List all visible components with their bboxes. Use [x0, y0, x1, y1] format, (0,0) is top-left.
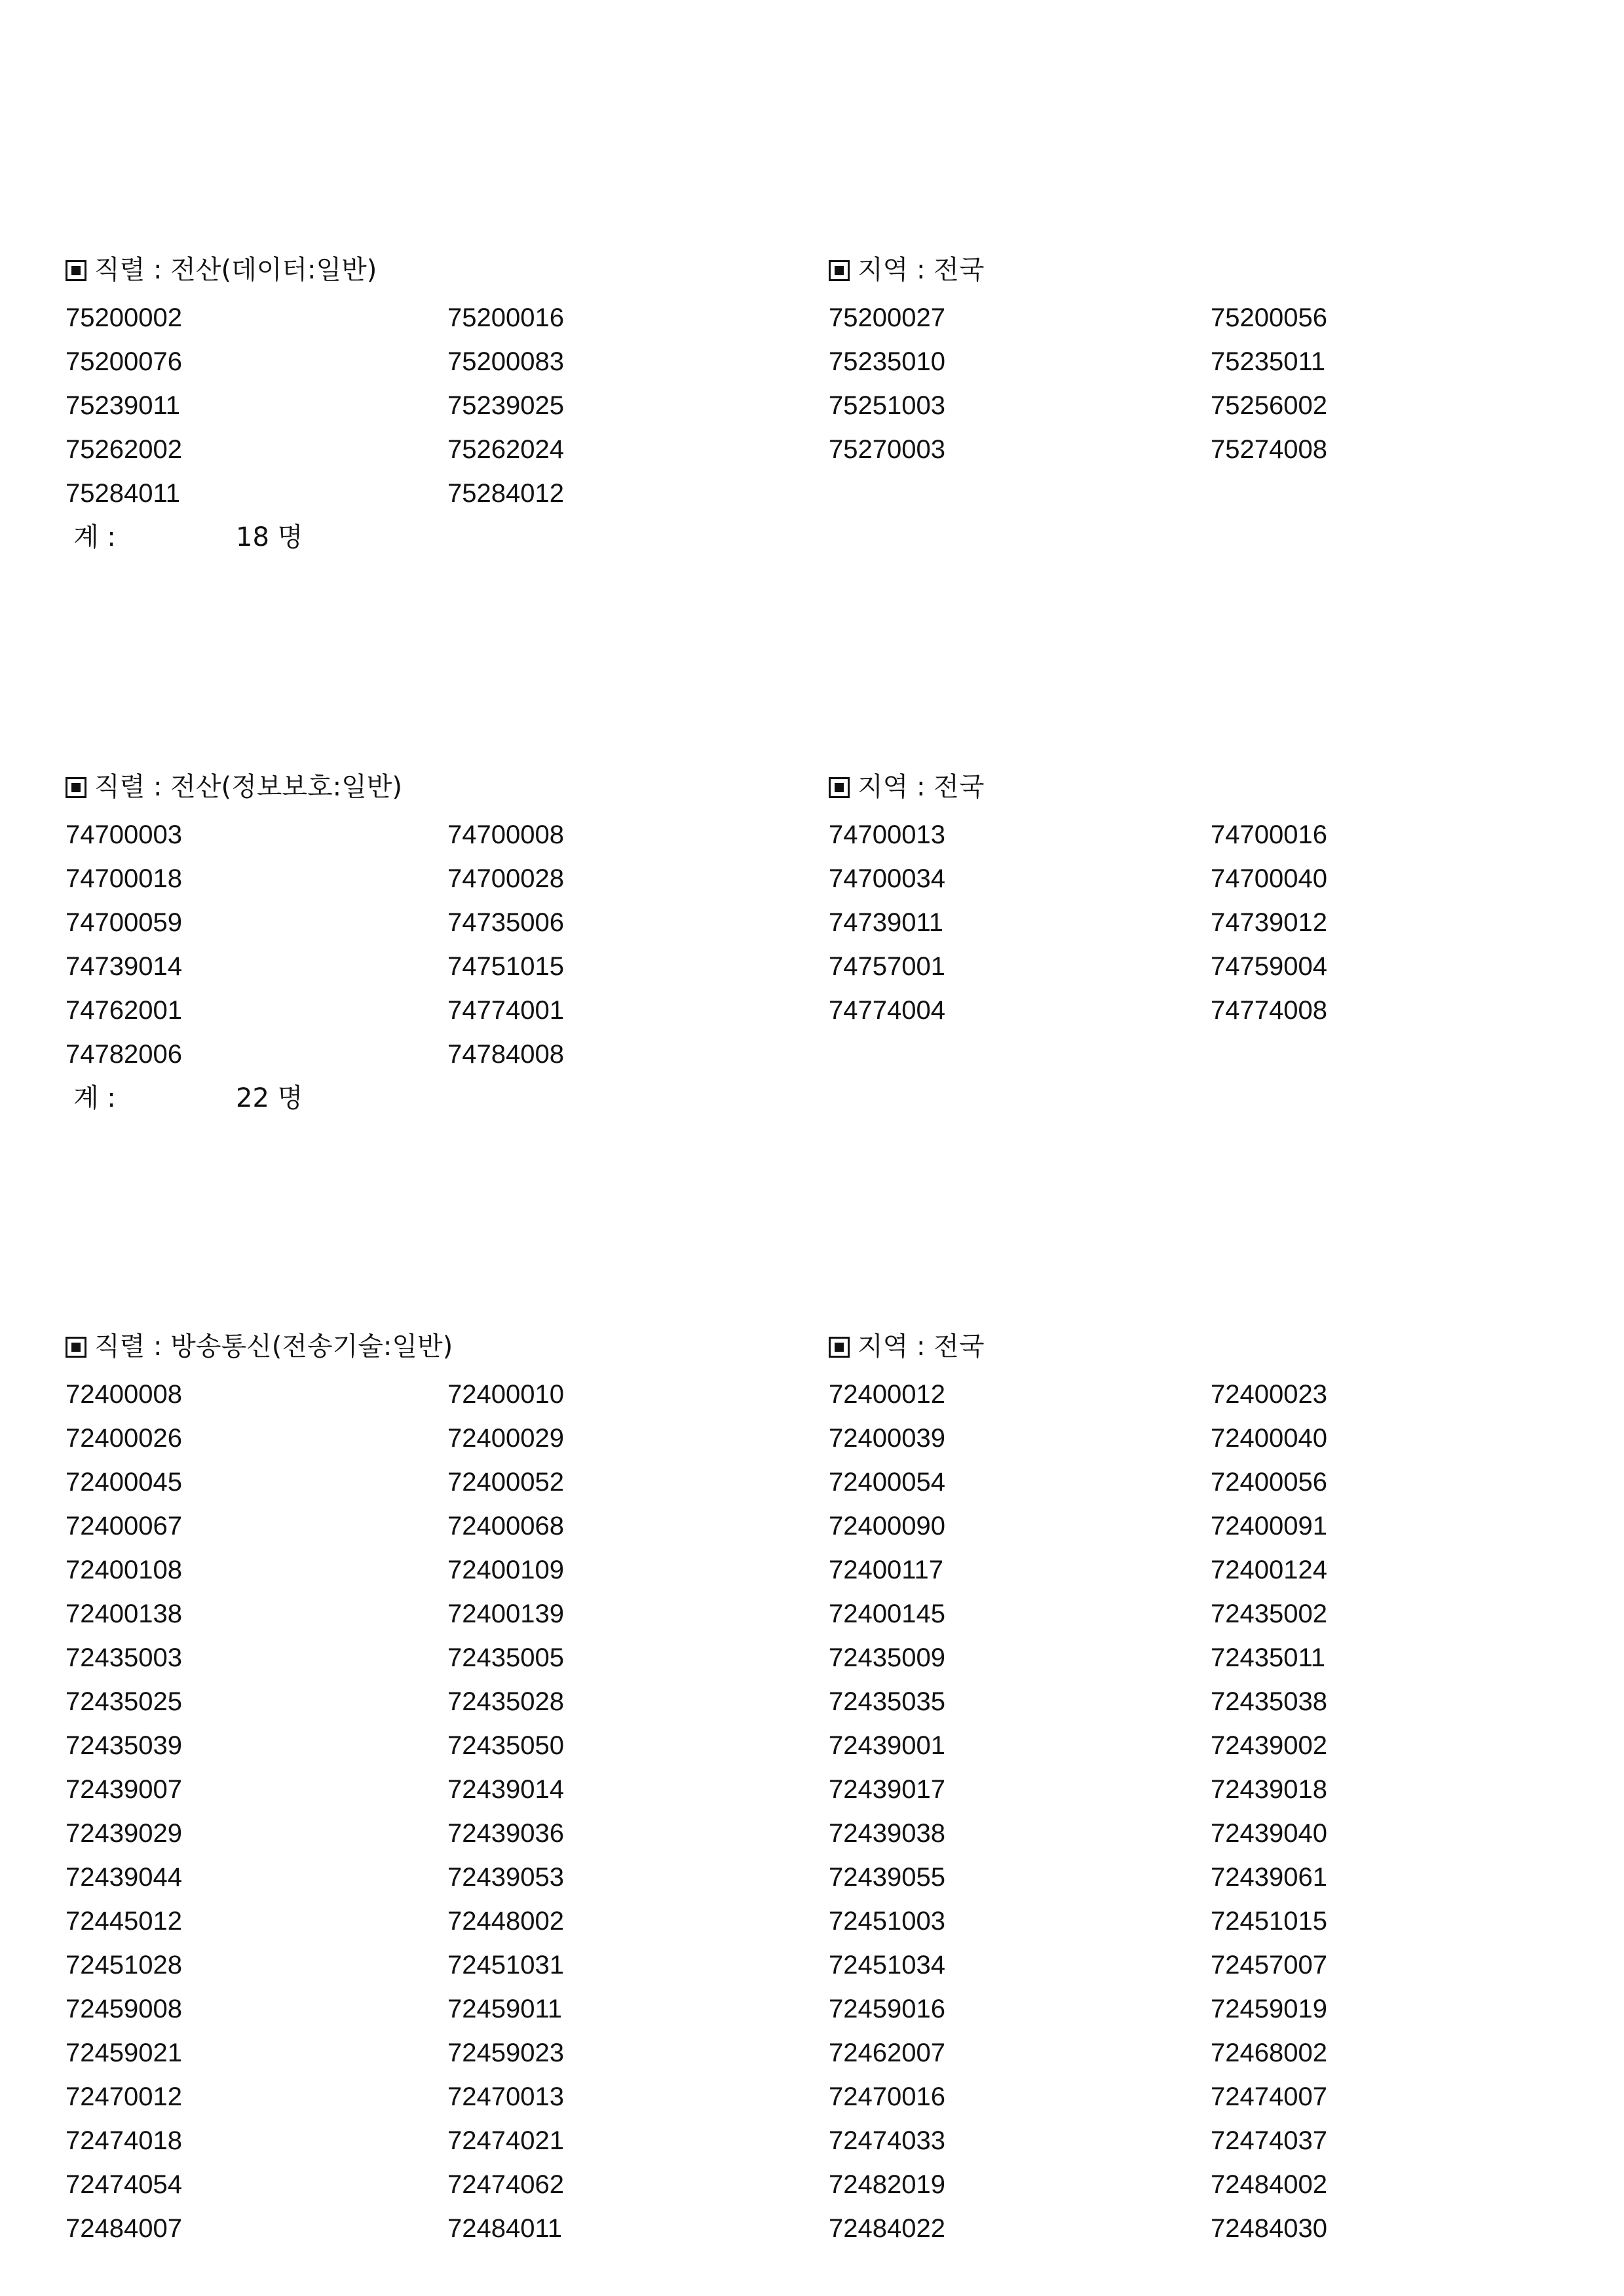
exam-number: 72400067	[66, 1512, 182, 1540]
exam-number: 72400026	[66, 1424, 182, 1453]
exam-number: 75284011	[66, 479, 180, 508]
exam-number: 72459019	[1211, 1995, 1327, 2023]
exam-number: 72400124	[1211, 1556, 1327, 1584]
exam-number: 75256002	[1211, 391, 1327, 420]
square-bullet-icon	[829, 1337, 850, 1358]
exam-number: 72439001	[829, 1731, 945, 1760]
exam-number: 75200002	[66, 303, 182, 332]
exam-number: 72451003	[829, 1907, 945, 1936]
exam-number: 75200056	[1211, 303, 1327, 332]
exam-number: 72400045	[66, 1468, 182, 1497]
exam-number: 72474037	[1211, 2126, 1327, 2155]
exam-number: 72439029	[66, 1819, 182, 1848]
exam-number: 74774008	[1211, 996, 1327, 1025]
exam-number: 72459011	[447, 1995, 562, 2023]
exam-number: 74700003	[66, 820, 182, 849]
exam-number: 72435025	[66, 1687, 182, 1716]
exam-number: 75235011	[1211, 347, 1325, 376]
exam-number: 72400054	[829, 1468, 945, 1497]
exam-number: 75262002	[66, 435, 182, 464]
exam-number: 74774001	[447, 996, 564, 1025]
exam-number: 72474033	[829, 2126, 945, 2155]
region-header	[829, 769, 984, 805]
exam-number: 72439002	[1211, 1731, 1327, 1760]
exam-number: 72439036	[447, 1819, 564, 1848]
exam-number: 74700016	[1211, 820, 1327, 849]
exam-number: 74700059	[66, 908, 182, 937]
exam-number: 72470012	[66, 2082, 182, 2111]
exam-number: 74700034	[829, 864, 945, 893]
exam-number: 75200027	[829, 303, 945, 332]
exam-number: 72435005	[447, 1643, 564, 1672]
exam-number: 72400090	[829, 1512, 945, 1540]
exam-number: 72445012	[66, 1907, 182, 1936]
exam-number: 72439053	[447, 1863, 564, 1892]
exam-number: 72435050	[447, 1731, 564, 1760]
exam-number: 72435002	[1211, 1599, 1327, 1628]
exam-number: 72435011	[1211, 1643, 1325, 1672]
exam-number: 72400109	[447, 1556, 564, 1584]
region-label: 지역 : 전국	[858, 772, 985, 802]
exam-number: 72400052	[447, 1468, 564, 1497]
exam-number: 72462007	[829, 2038, 945, 2067]
exam-number: 72470013	[447, 2082, 564, 2111]
exam-number: 72435038	[1211, 1687, 1327, 1716]
job-category-header	[66, 769, 402, 805]
exam-number: 75200076	[66, 347, 182, 376]
exam-number: 72448002	[447, 1907, 564, 1936]
exam-number: 72459021	[66, 2038, 182, 2067]
exam-number: 75200016	[447, 303, 564, 332]
exam-number: 74700018	[66, 864, 182, 893]
region-label: 지역 : 전국	[858, 1331, 985, 1362]
exam-number: 72484011	[447, 2214, 562, 2243]
exam-number: 72484007	[66, 2214, 182, 2243]
exam-number: 74759004	[1211, 952, 1327, 981]
exam-number: 72439017	[829, 1775, 945, 1804]
exam-number: 72435003	[66, 1643, 182, 1672]
region-header	[829, 1328, 984, 1365]
exam-number: 74782006	[66, 1040, 182, 1069]
exam-number: 74739011	[829, 908, 943, 937]
exam-number: 74735006	[447, 908, 564, 937]
exam-number: 72474007	[1211, 2082, 1327, 2111]
exam-number: 72400039	[829, 1424, 945, 1453]
square-bullet-icon	[66, 777, 86, 798]
exam-number: 75251003	[829, 391, 945, 420]
exam-number: 72435039	[66, 1731, 182, 1760]
exam-number: 72457007	[1211, 1951, 1327, 1980]
exam-number: 72484002	[1211, 2170, 1327, 2199]
job-category-label: 직렬 : 전산(데이터:일반)	[94, 255, 377, 285]
exam-number: 72400008	[66, 1380, 182, 1409]
exam-number: 72459016	[829, 1995, 945, 2023]
exam-number: 74700028	[447, 864, 564, 893]
exam-number: 72474062	[447, 2170, 564, 2199]
exam-number: 72439040	[1211, 1819, 1327, 1848]
exam-number: 72439014	[447, 1775, 564, 1804]
job-category-header	[66, 252, 377, 288]
exam-number: 72400139	[447, 1599, 564, 1628]
exam-number: 74751015	[447, 952, 564, 981]
job-category-header	[66, 1328, 453, 1365]
total-label: 계 :	[73, 1083, 116, 1113]
total-count: 22 명	[236, 1083, 303, 1113]
exam-number: 72400068	[447, 1512, 564, 1540]
exam-number: 72484022	[829, 2214, 945, 2243]
total-count: 18 명	[236, 522, 303, 552]
square-bullet-icon	[66, 1337, 86, 1358]
exam-number: 72484030	[1211, 2214, 1327, 2243]
exam-number: 72400091	[1211, 1512, 1327, 1540]
exam-number: 72451034	[829, 1951, 945, 1980]
exam-number: 72470016	[829, 2082, 945, 2111]
exam-number: 72468002	[1211, 2038, 1327, 2067]
exam-number: 72474021	[447, 2126, 564, 2155]
exam-number: 75284012	[447, 479, 564, 508]
exam-number: 74700008	[447, 820, 564, 849]
region-label: 지역 : 전국	[858, 255, 985, 285]
job-category-label: 직렬 : 전산(정보보호:일반)	[94, 772, 402, 802]
square-bullet-icon	[66, 260, 86, 281]
exam-number: 75200083	[447, 347, 564, 376]
square-bullet-icon	[829, 260, 850, 281]
region-header	[829, 252, 984, 288]
exam-number: 72439061	[1211, 1863, 1327, 1892]
exam-number: 72400040	[1211, 1424, 1327, 1453]
exam-number: 72400108	[66, 1556, 182, 1584]
exam-number: 75270003	[829, 435, 945, 464]
exam-number: 74784008	[447, 1040, 564, 1069]
exam-number: 74700040	[1211, 864, 1327, 893]
exam-number: 72474018	[66, 2126, 182, 2155]
exam-number: 72439038	[829, 1819, 945, 1848]
square-bullet-icon	[829, 777, 850, 798]
total-label: 계 :	[73, 522, 116, 552]
exam-number: 74762001	[66, 996, 182, 1025]
exam-number: 72400023	[1211, 1380, 1327, 1409]
exam-number: 75239025	[447, 391, 564, 420]
exam-number: 74739012	[1211, 908, 1327, 937]
exam-number: 72451031	[447, 1951, 564, 1980]
exam-number: 75239011	[66, 391, 180, 420]
exam-number: 75235010	[829, 347, 945, 376]
exam-number: 74700013	[829, 820, 945, 849]
exam-number: 74774004	[829, 996, 945, 1025]
exam-number: 72474054	[66, 2170, 182, 2199]
exam-number: 72400117	[829, 1556, 943, 1584]
exam-number: 72400056	[1211, 1468, 1327, 1497]
exam-number: 72459008	[66, 1995, 182, 2023]
exam-number: 72482019	[829, 2170, 945, 2199]
exam-number: 72439007	[66, 1775, 182, 1804]
exam-number: 75274008	[1211, 435, 1327, 464]
exam-number: 72400138	[66, 1599, 182, 1628]
exam-number: 72400012	[829, 1380, 945, 1409]
exam-number: 72435028	[447, 1687, 564, 1716]
exam-number: 72435035	[829, 1687, 945, 1716]
job-category-label: 직렬 : 방송통신(전송기술:일반)	[94, 1331, 453, 1362]
exam-number: 72400145	[829, 1599, 945, 1628]
exam-number: 72439018	[1211, 1775, 1327, 1804]
exam-number: 72400010	[447, 1380, 564, 1409]
exam-number: 72451015	[1211, 1907, 1327, 1936]
exam-number: 74739014	[66, 952, 182, 981]
exam-number: 72400029	[447, 1424, 564, 1453]
exam-number: 72439044	[66, 1863, 182, 1892]
exam-number: 72439055	[829, 1863, 945, 1892]
exam-number: 72435009	[829, 1643, 945, 1672]
exam-number: 72459023	[447, 2038, 564, 2067]
exam-number: 72451028	[66, 1951, 182, 1980]
exam-number: 74757001	[829, 952, 945, 981]
exam-number: 75262024	[447, 435, 564, 464]
